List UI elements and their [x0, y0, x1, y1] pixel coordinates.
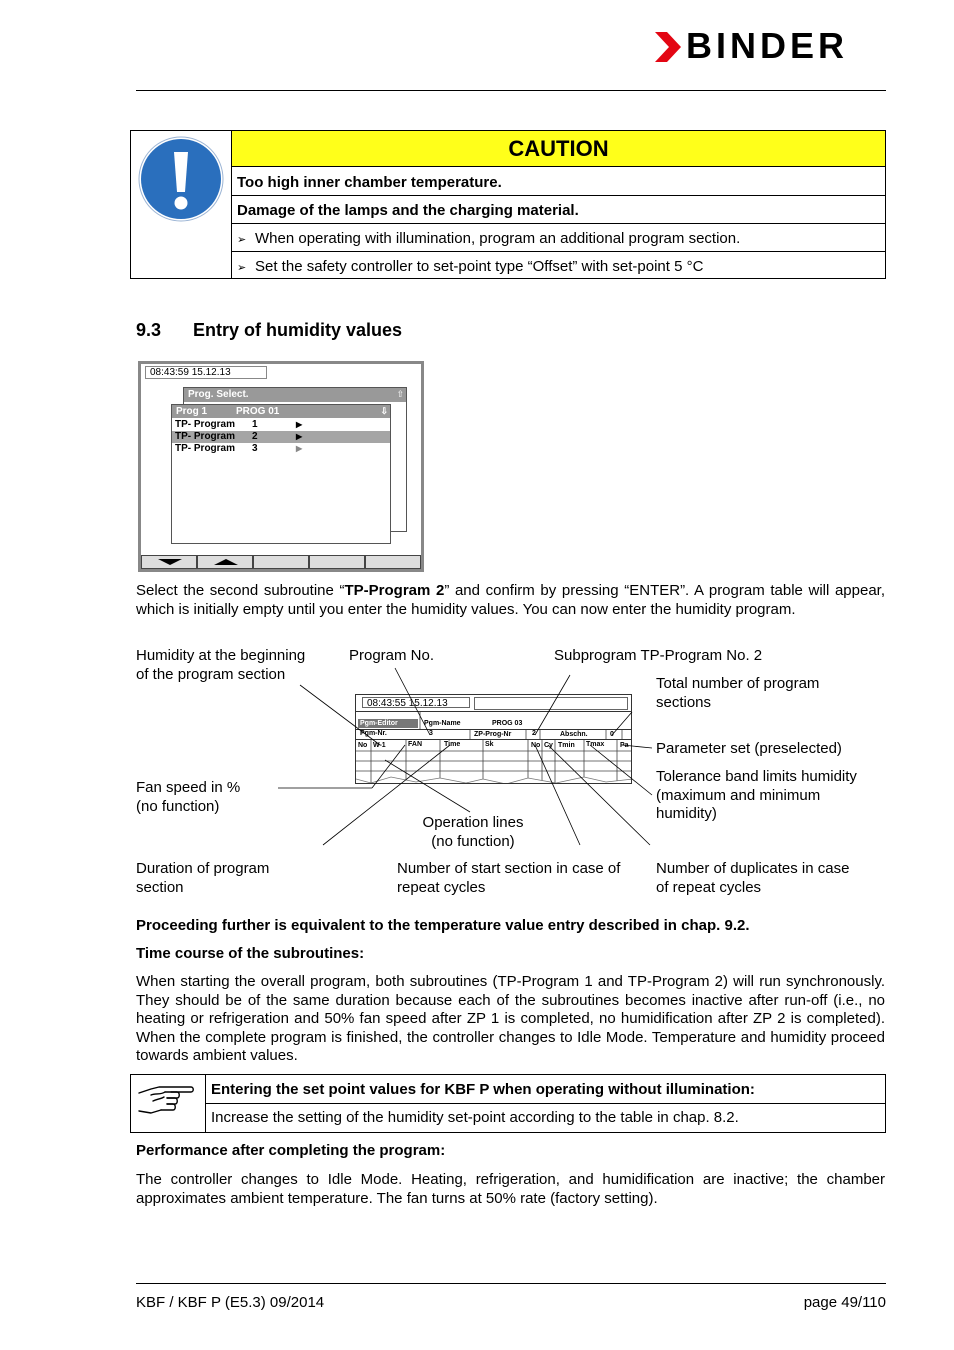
label-humidity-begin: Humidity at the beginning of the program section	[136, 647, 306, 683]
list-item-tp-program-3[interactable]: TP- Program 3 ▶	[175, 443, 303, 454]
label-tolerance: Tolerance band limits humidity (maximum and minimum humidity)	[656, 768, 857, 822]
pgm-nr-label: Pgm-Nr.	[360, 730, 387, 737]
label-param-set: Parameter set (preselected)	[656, 740, 842, 757]
controller-screen-program-editor: 08:43:55 15.12.13 Pgm-Editor Pgm-Name PROG 03 Pgm-Nr. 3 ZP-Prog-Nr 2 Abschn. 0 No W-1 FAN Time Sk No Cy Tmin Tmax Pa	[355, 694, 632, 784]
footer-page-number: page 49/110	[803, 1294, 886, 1311]
pgm-editor-label: Pgm-Editor	[358, 719, 418, 728]
caution-title: CAUTION	[232, 131, 885, 167]
note-text: Increase the setting of the humidity set-point according to the table in chap. 8.2.	[211, 1109, 739, 1126]
screen-datetime: 08:43:59 15.12.13	[145, 366, 267, 379]
label-fan-speed: Fan speed in % (no function)	[136, 779, 241, 815]
scroll-down-icon[interactable]: ⇩	[380, 406, 388, 416]
prog-label: Prog 1	[176, 406, 208, 417]
caution-line-2: Damage of the lamps and the charging material.	[237, 202, 579, 219]
footer-document-id: KBF / KBF P (E5.3) 09/2014	[136, 1294, 325, 1311]
proceeding-text: Proceeding further is equivalent to the temperature value entry described in chap. 9.2.	[136, 917, 750, 934]
time-course-paragraph: When starting the overall program, both subroutines (TP-Program 1 and TP-Program 2) will run synchronously. They should be of the same duration because each of the subroutines becomes inactive after run-off (i.e., no heating or refrigeration and 50% fan speed after ZP 1 is completed, no humidification after ZP 2 is completed). When the complete program is finished, the controller changes to Idle Mode. Temperature and humidity proceed towards ambient values.	[136, 973, 885, 1064]
label-subprogram: Subprogram TP-Program No. 2	[554, 647, 763, 664]
zp-prog-nr-value: 2	[532, 730, 536, 737]
pgm-name-label: Pgm-Name	[424, 720, 461, 727]
arrow-bullet-icon: ➢	[237, 234, 247, 246]
screen2-datetime: 08:43:55 15.12.13	[362, 697, 470, 708]
performance-heading: Performance after completing the program:	[136, 1142, 446, 1159]
note-heading: Entering the set point values for KBF P when operating without illumination:	[211, 1081, 755, 1098]
menu-title: Prog. Select.	[184, 388, 406, 402]
caution-bullet-1: ➢ When operating with illumination, program an additional program section.	[237, 230, 741, 247]
triangle-right-icon: ▶	[296, 444, 303, 453]
time-course-heading: Time course of the subroutines:	[136, 945, 365, 962]
abschn-value: 0	[610, 731, 614, 738]
section-title: Entry of humidity values	[193, 320, 403, 340]
label-duplicates: Number of duplicates in case of repeat cycles	[656, 860, 850, 896]
label-start-section: Number of start section in case of repeat cycles	[397, 860, 621, 896]
caution-line-1: Too high inner chamber temperature.	[237, 174, 502, 191]
label-operation-lines: Operation lines (no function)	[422, 814, 524, 850]
prog-name: PROG 01	[236, 406, 280, 417]
label-program-no: Program No.	[349, 647, 435, 664]
arrow-bullet-icon: ➢	[237, 262, 247, 274]
list-item-tp-program-2[interactable]: TP- Program 2 ▶	[172, 431, 390, 443]
triangle-right-icon: ▶	[296, 420, 303, 429]
performance-paragraph: The controller changes to Idle Mode. Heating, refrigeration, and humidification are inactive; the chamber approximates ambient temperature. The fan turns at 50% rate (factory setting).	[136, 1171, 885, 1207]
brand-name: BINDER	[686, 25, 849, 66]
scroll-up-icon[interactable]: ⇧	[396, 389, 404, 399]
label-duration: Duration of program section	[136, 860, 270, 896]
label-total-sections: Total number of program sections	[656, 675, 820, 711]
footer-rule	[136, 1283, 886, 1284]
caution-bullet-2: ➢ Set the safety controller to set-point type “Offset” with set-point 5 °C	[237, 258, 704, 275]
note-box	[130, 1074, 886, 1133]
intro-paragraph: Select the second subroutine “TP-Program 2” and confirm by pressing “ENTER”. A program table will appear, which is initially empty until you enter the humidity values. You can now enter the humidity program.	[136, 582, 886, 618]
zp-prog-nr-label: ZP-Prog-Nr	[474, 731, 512, 738]
pgm-nr-value: 3	[429, 730, 433, 737]
triangle-right-icon: ▶	[296, 432, 303, 441]
abschn-label: Abschn.	[560, 731, 588, 738]
pgm-name-value: PROG 03	[492, 720, 523, 727]
section-number: 9.3	[136, 320, 162, 340]
list-item-tp-program-1[interactable]: TP- Program 1 ▶	[175, 419, 303, 430]
pointing-hand-icon	[137, 1083, 195, 1119]
